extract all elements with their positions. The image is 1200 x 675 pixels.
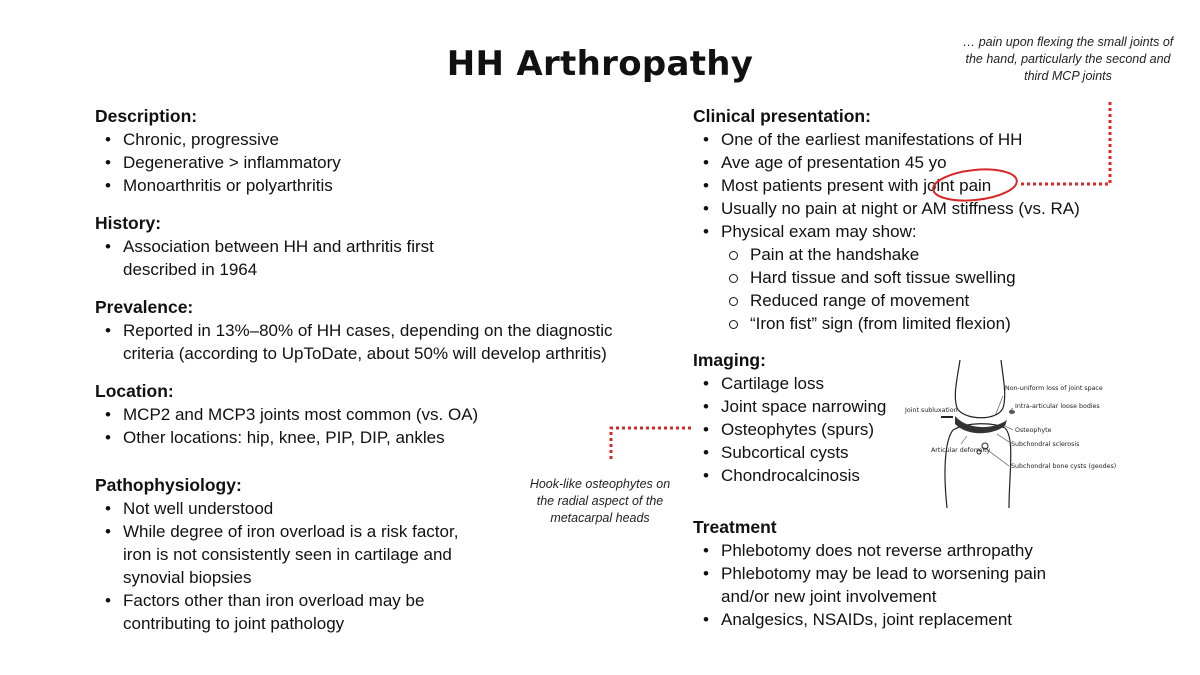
list-item: • Most patients present with joint pain (693, 174, 1133, 197)
list-item: • Association between HH and arthritis first described in 1964 (95, 235, 485, 281)
page-title: HH Arthropathy (446, 44, 754, 84)
sub-list-item: Hard tissue and soft tissue swelling (721, 266, 1133, 289)
list-item: • Joint space narrowing (693, 395, 913, 418)
label-joint-subluxation: Joint subluxation (905, 407, 958, 414)
bone-outline (945, 360, 1011, 508)
list-item: • Cartilage loss (693, 372, 913, 395)
label-sclerosis: Subchondral sclerosis (1011, 441, 1080, 448)
list-item: • Monoarthritis or polyarthritis (95, 174, 655, 197)
list-item: • Subcortical cysts (693, 441, 913, 464)
history-section (95, 212, 485, 281)
list-item: • Not well understood (95, 497, 490, 520)
list-item: • Phlebotomy may be lead to worsening pain and/or new joint involvement (693, 562, 1073, 608)
loose-body (1009, 410, 1015, 414)
list-item: • Factors other than iron overload may be contributing to joint pathology (95, 589, 490, 635)
treatment-section (693, 516, 1073, 631)
list-item: • Physical exam may show: (693, 220, 1133, 243)
imaging-heading: Imaging: (693, 350, 766, 370)
sub-list-item: Pain at the handshake (721, 243, 1133, 266)
list-item: • One of the earliest manifestations of HH (693, 128, 1133, 151)
label-deformity: Articular deformity (931, 447, 991, 454)
label-loose-bodies: Intra-articular loose bodies (1015, 403, 1100, 410)
annotation-osteophytes: Hook-like osteophytes on the radial aspect of the metacarpal heads (529, 477, 671, 525)
cartilage-band (955, 416, 1007, 433)
list-item: • Osteophytes (spurs) (693, 418, 913, 441)
list-item: • Analgesics, NSAIDs, joint replacement (693, 608, 1073, 631)
list-item: • Other locations: hip, knee, PIP, DIP, ankles (95, 426, 655, 449)
list-item: • MCP2 and MCP3 joints most common (vs. OA) (95, 403, 655, 426)
pathophysiology-heading: Pathophysiology: (95, 475, 242, 495)
description-section (95, 105, 655, 197)
list-item: • Degenerative > inflammatory (95, 151, 655, 174)
list-item: • Phlebotomy does not reverse arthropathy (693, 539, 1073, 562)
label-non-uniform: Non-uniform loss of joint space (1005, 385, 1103, 392)
history-heading: History: (95, 213, 162, 233)
imaging-section (693, 349, 913, 487)
prevalence-section (95, 296, 655, 365)
list-item: • Chronic, progressive (95, 128, 655, 151)
connector-mid (605, 422, 695, 464)
joint-diagram (905, 360, 1117, 510)
list-item: • Usually no pain at night or AM stiffness (vs. RA) (693, 197, 1133, 220)
description-heading: Description: (95, 106, 198, 126)
annotation-top: … pain upon flexing the small joints of the hand, particularly the second and third MCP joints (962, 35, 1174, 83)
location-heading: Location: (95, 381, 174, 401)
sub-list-item: “Iron fist” sign (from limited flexion) (721, 312, 1133, 335)
joint-pain-circle (930, 167, 1020, 203)
treatment-heading: Treatment (693, 517, 777, 537)
list-item: • While degree of iron overload is a risk factor, iron is not consistently seen in cartilage and synovial biopsies (95, 520, 490, 589)
clinical-heading: Clinical presentation: (693, 106, 871, 126)
label-bone-cysts: Subchondral bone cysts (geodes) (1011, 463, 1117, 470)
list-item: • Chondrocalcinosis (693, 464, 913, 487)
location-section (95, 380, 655, 449)
sub-list-item: Reduced range of movement (721, 289, 1133, 312)
label-osteophyte: Osteophyte (1015, 427, 1052, 434)
list-item: • Reported in 13%–80% of HH cases, depending on the diagnostic criteria (according to UpToDate, about 50% will develop arthritis) (95, 319, 655, 365)
pathophysiology-section (95, 474, 490, 635)
prevalence-heading: Prevalence: (95, 297, 194, 317)
connector-top (1015, 100, 1115, 190)
list-item: • Ave age of presentation 45 yo (693, 151, 1133, 174)
